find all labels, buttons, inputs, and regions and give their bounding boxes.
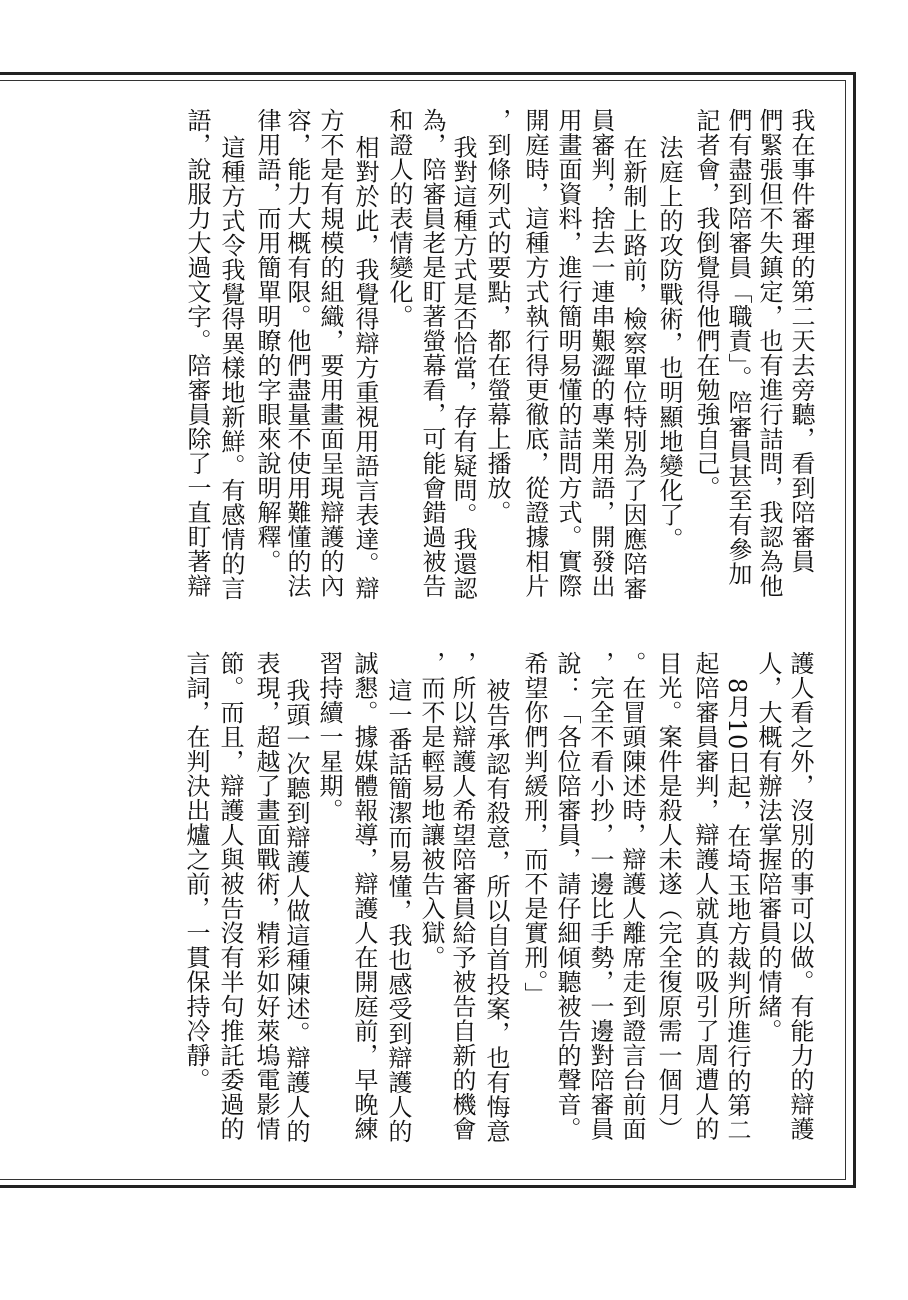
upper-text-column: 們緊張但不失鎮定，也有進行詰問，我認為他 [755,108,783,598]
upper-text-column: 這種方式令我覺得異樣地新鮮。有感情的言 [217,135,245,601]
upper-text-column: 律用語，而用簡單明瞭的字眼來說明解釋。 [253,108,281,574]
lower-text-column: 起陪審員審判，辯護人就真的吸引了周遭人的 [691,651,719,1141]
upper-text-column: 們有盡到陪審員「職責」。陪審員甚至有參加 [724,108,752,586]
lower-text-column: 被告承認有殺意，所以自首投案，也有悔意 [482,678,510,1144]
upper-text-column: 容，能力大概有限。他們盡量不使用難懂的法 [283,108,311,598]
upper-text-column: 相對於此，我覺得辯方重視用語言表達。辯 [351,135,379,601]
upper-text-column: 用畫面資料，進行簡明易懂的詰問方式。實際 [554,108,582,598]
upper-text-column: 開庭時，這種方式執行得更徹底，從證據相片 [521,108,549,598]
lower-text-column: 習持續一星期。 [315,651,343,823]
upper-text-column: 我對這種方式是否恰當，存有疑問。我還認 [449,135,477,601]
lower-text-column: 表現，超越了畫面戰術，精彩如好萊塢電影情 [252,651,280,1141]
lower-text-column: ，而不是輕易地讓被告入獄。 [417,651,445,970]
lower-text-column: 希望你們判緩刑，而不是實刑。」 [520,651,548,1007]
lower-text-column: ，完全不看小抄，一邊比手勢，一邊對陪審員 [586,651,614,1141]
lower-text-column: 言詞，在判決出爐之前，一貫保持冷靜。 [182,651,210,1092]
upper-text-column: 法庭上的攻防戰術，也明顯地變化了。 [655,135,683,552]
lower-text-column: 。在冒頭陳述時，辯護人離席走到證言台前面 [618,651,646,1141]
lower-text-column: 誠懇。據媒體報導，辯護人在開庭前，早晚練 [350,651,378,1141]
lower-text-column: 8月10日起，在埼玉地方裁判所進行的第二 [723,678,751,1142]
lower-text-column: 目光。案件是殺人未遂（完全復原需一個月） [654,651,682,1141]
upper-text-column: ，到條列式的要點，都在螢幕上播放。 [483,108,511,525]
lower-text-column: 說：「各位陪審員，請仔細傾聽被告的聲音。 [553,651,581,1141]
upper-text-column: 為，陪審員老是盯著螢幕看，可能會錯過被告 [418,108,446,598]
lower-text-column: 節。而且，辯護人與被告沒有半句推託委過的 [216,651,244,1141]
lower-text-column: 人，大概有辦法掌握陪審員的情緒。 [754,651,782,1043]
lower-text-column: ，所以辯護人希望陪審員給予被告自新的機會 [448,651,476,1141]
upper-text-column: 員審判，捨去一連串艱澀的專業用語，開發出 [587,108,615,598]
upper-text-column: 我在事件審理的第二天去旁聽，看到陪審員 [787,108,815,574]
upper-text-column: 在新制上路前，檢察單位特別為了因應陪審 [619,135,647,601]
lower-text-column: 我頭一次聽到辯護人做這種陳述。辯護人的 [282,678,310,1144]
lower-text-column: 這一番話簡潔而易懂，我也感受到辯護人的 [384,678,412,1144]
lower-text-column: 護人看之外，沒別的事可以做。有能力的辯護 [786,651,814,1141]
upper-text-column: 方不是有規模的組織，要用畫面呈現辯護的內 [316,108,344,598]
upper-text-column: 和證人的表情變化。 [385,108,413,329]
upper-text-column: 語，說服力大過文字。陪審員除了一直盯著辯 [183,108,211,598]
upper-text-column: 記者會，我倒覺得他們在勉強自己。 [692,108,720,500]
